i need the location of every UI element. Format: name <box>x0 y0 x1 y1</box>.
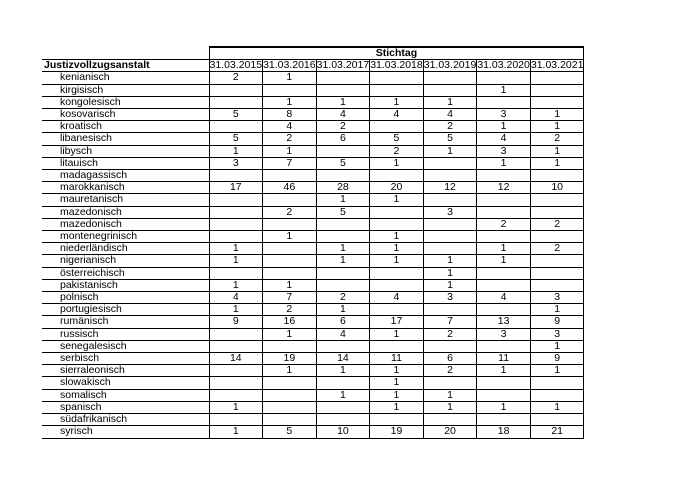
table-row <box>42 255 584 267</box>
table-cell: 20 <box>423 426 477 438</box>
table-cell: 1 <box>370 255 424 267</box>
table-cell <box>423 340 477 352</box>
row-label: südafrikanisch <box>42 414 209 426</box>
table-cell: 17 <box>370 316 424 328</box>
table-cell <box>370 72 424 84</box>
table-cell: 1 <box>263 231 317 243</box>
table-cell: 5 <box>370 133 424 145</box>
table-cell <box>209 340 263 352</box>
table-cell <box>263 267 317 279</box>
table-cell: 10 <box>316 426 370 438</box>
table-cell: 4 <box>209 292 263 304</box>
table-cell: 1 <box>209 304 263 316</box>
table-cell <box>530 255 584 267</box>
table-cell: 6 <box>316 133 370 145</box>
table-cell <box>477 231 531 243</box>
table-row <box>42 353 584 365</box>
table-cell: 1 <box>423 145 477 157</box>
table-cell: 2 <box>316 292 370 304</box>
table-cell: 1 <box>370 401 424 413</box>
table-cell: 2 <box>530 133 584 145</box>
table-cell: 1 <box>530 401 584 413</box>
table-cell: 19 <box>263 353 317 365</box>
row-label: marokkanisch <box>42 182 209 194</box>
column-header: 31.03.2021 <box>530 59 584 72</box>
table-cell: 4 <box>263 121 317 133</box>
table-cell: 2 <box>263 304 317 316</box>
table-cell <box>530 72 584 84</box>
table-cell: 1 <box>370 328 424 340</box>
table-cell <box>530 377 584 389</box>
table-cell <box>263 340 317 352</box>
table-cell: 1 <box>370 389 424 401</box>
table-cell: 4 <box>316 328 370 340</box>
table-row <box>42 401 584 413</box>
table-cell <box>423 243 477 255</box>
table-cell: 1 <box>209 426 263 438</box>
table-cell <box>263 218 317 230</box>
row-label: madagassisch <box>42 170 209 182</box>
table-cell: 1 <box>370 96 424 108</box>
table-cell <box>477 267 531 279</box>
table-row <box>42 304 584 316</box>
table-cell <box>370 218 424 230</box>
table-row <box>42 182 584 194</box>
row-label: österreichisch <box>42 267 209 279</box>
table-cell <box>477 414 531 426</box>
table-cell: 4 <box>423 109 477 121</box>
row-label: sierraleonisch <box>42 365 209 377</box>
table-row <box>42 84 584 96</box>
column-header: 31.03.2016 <box>263 59 316 72</box>
table-cell: 1 <box>316 96 370 108</box>
row-label: kenianisch <box>42 72 209 84</box>
table-cell <box>209 96 263 108</box>
table-cell <box>209 267 263 279</box>
table-cell: 12 <box>477 182 531 194</box>
table-cell <box>530 389 584 401</box>
table-cell: 12 <box>423 182 477 194</box>
table-cell: 4 <box>370 292 424 304</box>
table-cell <box>477 389 531 401</box>
table-cell: 1 <box>423 279 477 291</box>
table-cell: 1 <box>263 279 317 291</box>
table-cell <box>370 340 424 352</box>
table-cell <box>423 377 477 389</box>
row-label: mazedonisch <box>42 218 209 230</box>
table-cell <box>209 414 263 426</box>
table-cell: 10 <box>530 182 584 194</box>
table-cell <box>209 121 263 133</box>
table-cell: 9 <box>530 316 584 328</box>
table-cell <box>263 84 317 96</box>
table-cell: 11 <box>370 353 424 365</box>
table-cell: 2 <box>263 133 317 145</box>
table-cell: 1 <box>209 401 263 413</box>
table-cell <box>423 170 477 182</box>
table-row <box>42 170 584 182</box>
row-label: litauisch <box>42 157 209 169</box>
row-label: niederländisch <box>42 243 209 255</box>
table-cell <box>316 279 370 291</box>
table-cell <box>209 170 263 182</box>
table-cell: 2 <box>316 121 370 133</box>
table-cell: 11 <box>477 353 531 365</box>
column-header: 31.03.2015 <box>209 59 263 72</box>
table-cell <box>263 414 317 426</box>
table-cell <box>370 84 424 96</box>
table-cell <box>370 170 424 182</box>
table-cell <box>477 96 531 108</box>
table-cell <box>423 414 477 426</box>
table-cell: 3 <box>477 328 531 340</box>
table-cell <box>209 218 263 230</box>
column-header: 31.03.2019 <box>423 59 477 72</box>
table-cell: 3 <box>423 292 477 304</box>
table-cell <box>316 414 370 426</box>
table-cell: 1 <box>209 145 263 157</box>
row-label: rumänisch <box>42 316 209 328</box>
column-header: 31.03.2020 <box>477 59 530 72</box>
table-cell: 3 <box>530 292 584 304</box>
table-cell: 1 <box>263 145 317 157</box>
table-cell <box>209 377 263 389</box>
table-cell: 4 <box>477 292 531 304</box>
label-header: Justizvollzugsanstalt <box>42 60 209 72</box>
table-cell <box>316 145 370 157</box>
table-cell: 2 <box>370 145 424 157</box>
table-cell: 1 <box>423 255 477 267</box>
table-cell: 1 <box>530 304 584 316</box>
table-cell: 1 <box>477 255 531 267</box>
table-cell <box>477 170 531 182</box>
table-cell <box>316 377 370 389</box>
table-cell: 1 <box>477 243 531 255</box>
table-cell: 1 <box>477 401 531 413</box>
row-label: kongolesisch <box>42 96 209 108</box>
row-label: russisch <box>42 328 209 340</box>
table-row <box>42 377 584 389</box>
table-cell <box>209 194 263 206</box>
table-body <box>42 72 584 438</box>
row-label: slowakisch <box>42 377 209 389</box>
table-cell <box>316 218 370 230</box>
table-row <box>42 365 584 377</box>
table-cell: 1 <box>263 328 317 340</box>
table-cell <box>423 218 477 230</box>
table-cell: 1 <box>530 365 584 377</box>
table-cell <box>209 206 263 218</box>
table-cell: 9 <box>209 316 263 328</box>
table-cell: 3 <box>530 328 584 340</box>
table-row <box>42 328 584 340</box>
table-cell: 18 <box>477 426 531 438</box>
table-cell: 2 <box>423 365 477 377</box>
table-row <box>42 109 584 121</box>
table-cell: 1 <box>477 157 531 169</box>
table-cell: 1 <box>370 365 424 377</box>
row-label: mazedonisch <box>42 206 209 218</box>
table-cell: 2 <box>423 328 477 340</box>
column-header: 31.03.2018 <box>370 59 423 72</box>
table-cell <box>423 157 477 169</box>
row-label: syrisch <box>42 426 209 438</box>
table-cell: 1 <box>423 389 477 401</box>
table-cell: 2 <box>423 121 477 133</box>
table-cell: 1 <box>316 389 370 401</box>
table-cell: 3 <box>423 206 477 218</box>
table-cell: 2 <box>530 218 584 230</box>
table-cell <box>263 255 317 267</box>
table-cell: 5 <box>209 133 263 145</box>
table-cell <box>530 279 584 291</box>
table-row <box>42 96 584 108</box>
table-cell <box>530 206 584 218</box>
table-row <box>42 426 584 438</box>
group-header-stichtag: Stichtag <box>209 47 584 60</box>
table-cell: 1 <box>209 279 263 291</box>
table-cell: 1 <box>423 96 477 108</box>
table-cell: 1 <box>316 255 370 267</box>
table-cell <box>477 304 531 316</box>
table-cell <box>263 389 317 401</box>
table-cell: 1 <box>423 267 477 279</box>
table-cell: 2 <box>477 218 531 230</box>
table-cell: 5 <box>316 157 370 169</box>
row-label: kroatisch <box>42 121 209 133</box>
table-cell: 6 <box>423 353 477 365</box>
table-cell: 1 <box>209 255 263 267</box>
table-cell <box>316 72 370 84</box>
table-cell <box>477 377 531 389</box>
table-cell <box>316 267 370 279</box>
table-cell <box>316 170 370 182</box>
table-cell <box>263 170 317 182</box>
table-row <box>42 231 584 243</box>
table-cell: 19 <box>370 426 424 438</box>
table-cell: 7 <box>263 292 317 304</box>
table-cell: 1 <box>263 365 317 377</box>
table-cell: 9 <box>530 353 584 365</box>
row-label: portugiesisch <box>42 304 209 316</box>
table-cell <box>209 328 263 340</box>
table-cell <box>209 365 263 377</box>
row-label: libysch <box>42 145 209 157</box>
row-label: senegalesisch <box>42 340 209 352</box>
table-cell: 1 <box>209 243 263 255</box>
table-cell: 14 <box>209 353 263 365</box>
nationality-table <box>42 46 584 439</box>
table-cell <box>370 279 424 291</box>
table-cell <box>423 72 477 84</box>
table-cell: 3 <box>477 109 531 121</box>
table-cell <box>263 243 317 255</box>
table-cell: 6 <box>316 316 370 328</box>
table-cell: 5 <box>209 109 263 121</box>
row-label: kosovarisch <box>42 109 209 121</box>
table-cell <box>209 84 263 96</box>
table-cell: 5 <box>423 133 477 145</box>
table-cell <box>316 231 370 243</box>
row-label: nigerianisch <box>42 255 209 267</box>
table-cell: 1 <box>316 365 370 377</box>
table-row <box>42 279 584 291</box>
table-cell: 1 <box>530 121 584 133</box>
table-row <box>42 133 584 145</box>
table-cell: 1 <box>316 243 370 255</box>
table-cell: 1 <box>530 157 584 169</box>
table-cell: 2 <box>530 243 584 255</box>
table-cell: 1 <box>477 84 531 96</box>
table-cell <box>477 340 531 352</box>
table-cell <box>530 414 584 426</box>
table-cell: 46 <box>263 182 317 194</box>
table-row <box>42 292 584 304</box>
row-label: somalisch <box>42 389 209 401</box>
table-cell <box>370 414 424 426</box>
table-cell <box>530 194 584 206</box>
table-cell: 17 <box>209 182 263 194</box>
table-row <box>42 121 584 133</box>
table-row <box>42 72 584 84</box>
table-cell: 1 <box>370 157 424 169</box>
table-cell <box>370 121 424 133</box>
table-cell: 1 <box>370 231 424 243</box>
row-label: spanisch <box>42 401 209 413</box>
row-label: libanesisch <box>42 133 209 145</box>
row-label: pakistanisch <box>42 279 209 291</box>
table-cell <box>530 267 584 279</box>
table-cell <box>423 304 477 316</box>
table-cell <box>423 194 477 206</box>
empty-corner <box>42 47 209 60</box>
table-cell: 1 <box>423 401 477 413</box>
table-cell: 14 <box>316 353 370 365</box>
table-cell: 1 <box>263 96 317 108</box>
table-row <box>42 206 584 218</box>
table-row <box>42 218 584 230</box>
table-cell <box>423 231 477 243</box>
table-cell <box>423 84 477 96</box>
table-cell: 5 <box>263 426 317 438</box>
table-row <box>42 243 584 255</box>
table-cell: 1 <box>263 72 317 84</box>
table-cell <box>530 231 584 243</box>
table-cell: 5 <box>316 206 370 218</box>
table-cell <box>316 401 370 413</box>
table-cell <box>477 279 531 291</box>
table-cell <box>370 304 424 316</box>
table-cell: 2 <box>209 72 263 84</box>
table-cell <box>263 401 317 413</box>
table-cell: 1 <box>316 304 370 316</box>
table-cell <box>209 389 263 401</box>
table-row <box>42 145 584 157</box>
table-cell: 3 <box>477 145 531 157</box>
row-label: serbisch <box>42 353 209 365</box>
table-cell: 1 <box>530 109 584 121</box>
table-cell: 7 <box>423 316 477 328</box>
table-cell: 4 <box>316 109 370 121</box>
table-cell: 1 <box>370 377 424 389</box>
table-cell: 1 <box>370 243 424 255</box>
table-cell: 1 <box>316 194 370 206</box>
row-label: polnisch <box>42 292 209 304</box>
table-cell: 1 <box>477 365 531 377</box>
table-cell <box>530 84 584 96</box>
table-cell: 16 <box>263 316 317 328</box>
table-cell: 28 <box>316 182 370 194</box>
table-cell: 13 <box>477 316 531 328</box>
table-cell: 21 <box>530 426 584 438</box>
table-cell <box>477 206 531 218</box>
table-cell <box>209 231 263 243</box>
table-cell <box>370 267 424 279</box>
table-cell <box>316 84 370 96</box>
table-cell: 8 <box>263 109 317 121</box>
table-cell: 20 <box>370 182 424 194</box>
row-label: mauretanisch <box>42 194 209 206</box>
table-cell: 7 <box>263 157 317 169</box>
table-cell <box>316 340 370 352</box>
table-row <box>42 340 584 352</box>
table-cell: 4 <box>477 133 531 145</box>
table-cell: 2 <box>263 206 317 218</box>
table-cell <box>263 377 317 389</box>
table-row <box>42 389 584 401</box>
table-cell: 1 <box>530 145 584 157</box>
table-cell: 1 <box>477 121 531 133</box>
row-label: montenegrinisch <box>42 231 209 243</box>
table-row <box>42 267 584 279</box>
table-row <box>42 194 584 206</box>
table-cell <box>477 194 531 206</box>
table-cell <box>370 206 424 218</box>
table-row <box>42 316 584 328</box>
table-cell <box>477 72 531 84</box>
column-header: 31.03.2017 <box>316 59 370 72</box>
row-label: kirgisisch <box>42 84 209 96</box>
table-cell: 1 <box>530 340 584 352</box>
table-row <box>42 414 584 426</box>
table-cell: 1 <box>370 194 424 206</box>
table-cell <box>530 170 584 182</box>
table-row <box>42 157 584 169</box>
table-cell <box>530 96 584 108</box>
table-cell: 3 <box>209 157 263 169</box>
table-cell <box>263 194 317 206</box>
table-cell: 4 <box>370 109 424 121</box>
